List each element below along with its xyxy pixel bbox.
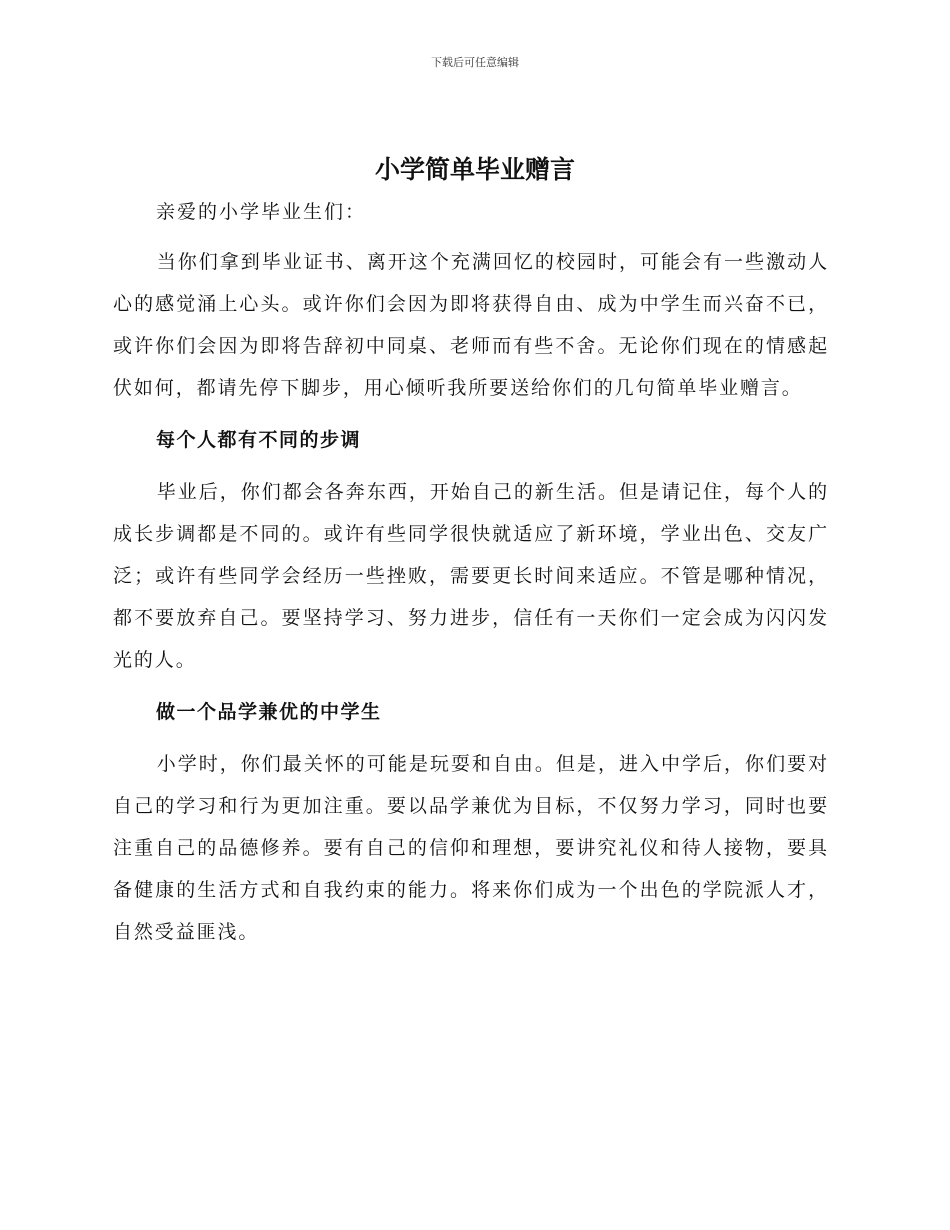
intro-paragraph: 当你们拿到毕业证书、离开这个充满回忆的校园时，可能会有一些激动人心的感觉涌上心头。或许你们会因为即将获得自由、成为中学生而兴奋不已，或许你们会因为即将告辞初中同桌、老师而有些不舍。无论你们现在的情感起伏如何，都请先停下脚步，用心倾听我所要送给你们的几句简单毕业赠言。 [113, 251, 829, 399]
section-heading-1: 每个人都有不同的步调 [156, 429, 362, 451]
section-paragraph-2: 小学时，你们最关怀的可能是玩耍和自由。但是，进入中学后，你们要对自己的学习和行为更加注重。要以品学兼优为目标，不仅努力学习，同时也要注重自己的品德修养。要有自己的信仰和理想，要讲究礼仪和待人接物，要具备健康的生活方式和自我约束的能力。将来你们成为一个出色的学院派人才，自然受益匪浅。 [113, 753, 829, 943]
section-heading-2: 做一个品学兼优的中学生 [156, 701, 382, 723]
section-paragraph-1: 毕业后，你们都会各奔东西，开始自己的新生活。但是请记住，每个人的成长步调都是不同的。或许有些同学很快就适应了新环境，学业出色、交友广泛；或许有些同学会经历一些挫败，需要更长时间来适应。不管是哪种情况，都不要放弃自己。要坚持学习、努力进步，信任有一天你们一定会成为闪闪发光的人。 [113, 481, 829, 671]
document-body [113, 191, 829, 953]
greeting: 亲爱的小学毕业生们： [156, 201, 367, 223]
page-header-note: 下载后可任意编辑 [431, 56, 519, 69]
document-title: 小学简单毕业赠言 [374, 155, 575, 184]
